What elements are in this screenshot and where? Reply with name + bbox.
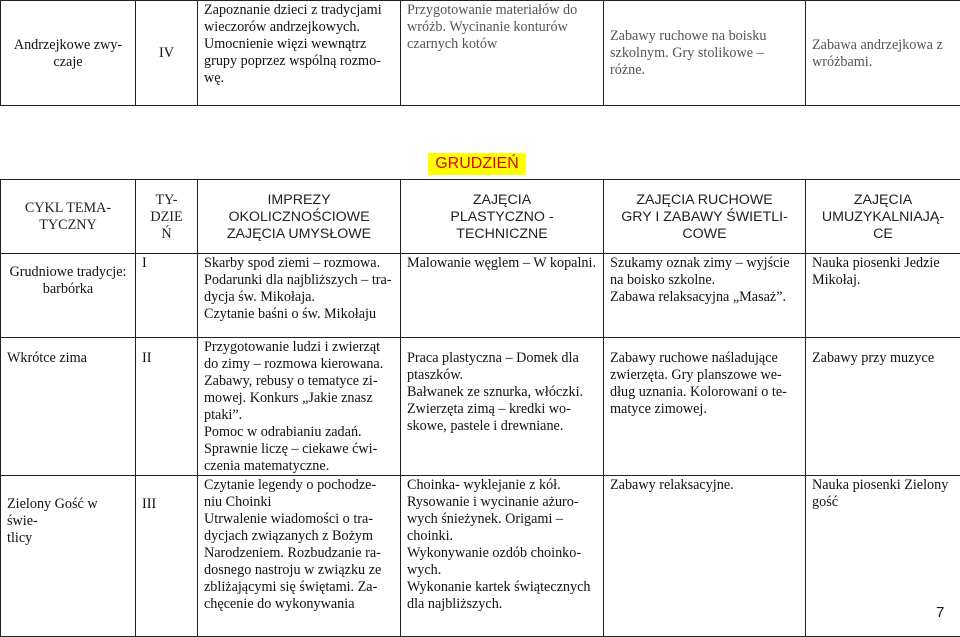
table-row: [1, 1, 960, 106]
table-row: [1, 476, 960, 637]
art-cell: Malowanie węglem – W kopalni.: [401, 254, 604, 338]
december-table: [0, 179, 960, 637]
theme-cell: Zielony Gość w świe- tlicy: [1, 476, 136, 637]
theme-cell: Grudniowe tradycje: barbórka: [1, 254, 136, 338]
header-events: IMPREZY OKOLICZNOŚCIOWE ZAJĘCIA UMYSŁOWE: [198, 180, 401, 254]
week-cell: III: [136, 476, 198, 637]
art-cell: Choinka- wyklejanie z kół. Rysowanie i wycinanie ażuro- wych śnieżynek. Origami – choinki. Wykonywanie ozdób choinko- wych. Wykonanie kartek świątecznych dla najbliższych.: [401, 476, 604, 637]
week-cell: IV: [136, 1, 198, 106]
music-cell: Nauka piosenki Zielony gość: [806, 476, 960, 637]
table-row: [1, 338, 960, 476]
events-cell: Przygotowanie ludzi i zwierząt do zimy – rozmowa kierowana. Zabawy, rebusy o tematyce zi- mowej. Konkurs „Jakie znasz ptaki”. Pomoc w odrabianiu zadań. Sprawnie liczę – ciekawe ćwi- czenia matematyczne.: [198, 338, 401, 476]
music-cell: Zabawa andrzejkowa z wróżbami.: [806, 1, 960, 106]
header-week: TY- DZIE Ń: [136, 180, 198, 254]
page-number: 7: [936, 604, 944, 621]
music-cell: Nauka piosenki Jedzie Mikołaj.: [806, 254, 960, 338]
movement-cell: Szukamy oznak zimy – wyjście na boisko szkolne. Zabawa relaksacyjna „Masaż”.: [604, 254, 806, 338]
week-cell: I: [136, 254, 198, 338]
art-cell: Praca plastyczna – Domek dla ptaszków. Bałwanek ze sznurka, włóczki. Zwierzęta zimą – kredki wo- skowe, pastele i drewniane.: [401, 338, 604, 476]
events-cell: Czytanie legendy o pochodze- niu Choinki Utrwalenie wiadomości o tra- dycjach związanych z Bożym Narodzeniem. Rozbudzanie ra- dosnego nastroju w związku ze zbliżającymi się świętami. Za- chęcenie do wykonywania: [198, 476, 401, 637]
header-music: ZAJĘCIA UMUZYKALNIAJĄ- CE: [806, 180, 960, 254]
header-theme: CYKL TEMA- TYCZNY: [1, 180, 136, 254]
events-cell: Zapoznanie dzieci z tradycjami wieczorów andrzejkowych. Umocnienie więzi wewnątrz grupy poprzez wspólną rozmo- wę.: [198, 1, 401, 106]
events-cell: Skarby spod ziemi – rozmowa. Podarunki dla najbliższych – tra- dycja św. Mikołaja. Czytanie baśni o św. Mikołaju: [198, 254, 401, 338]
header-row: [1, 180, 960, 254]
header-movement: ZAJĘCIA RUCHOWE GRY I ZABAWY ŚWIETLI- COWE: [604, 180, 806, 254]
movement-cell: Zabawy ruchowe na boisku szkolnym. Gry stolikowe – różne.: [604, 1, 806, 106]
music-cell: Zabawy przy muzyce: [806, 338, 960, 476]
header-art: ZAJĘCIA PLASTYCZNO - TECHNICZNE: [401, 180, 604, 254]
theme-cell: Andrzejkowe zwy- czaje: [1, 1, 136, 106]
theme-cell: Wkrótce zima: [1, 338, 136, 476]
month-title: GRUDZIEŃ: [428, 153, 526, 175]
movement-cell: Zabawy ruchowe naśladujące zwierzęta. Gry planszowe we- dług uznania. Kolorowani o te- matyce zimowej.: [604, 338, 806, 476]
art-cell: Przygotowanie materiałów do wróżb. Wycinanie konturów czarnych kotów: [401, 1, 604, 106]
table-row: [1, 254, 960, 338]
movement-cell: Zabawy relaksacyjne.: [604, 476, 806, 637]
week-cell: II: [136, 338, 198, 476]
november-table: [0, 0, 960, 106]
